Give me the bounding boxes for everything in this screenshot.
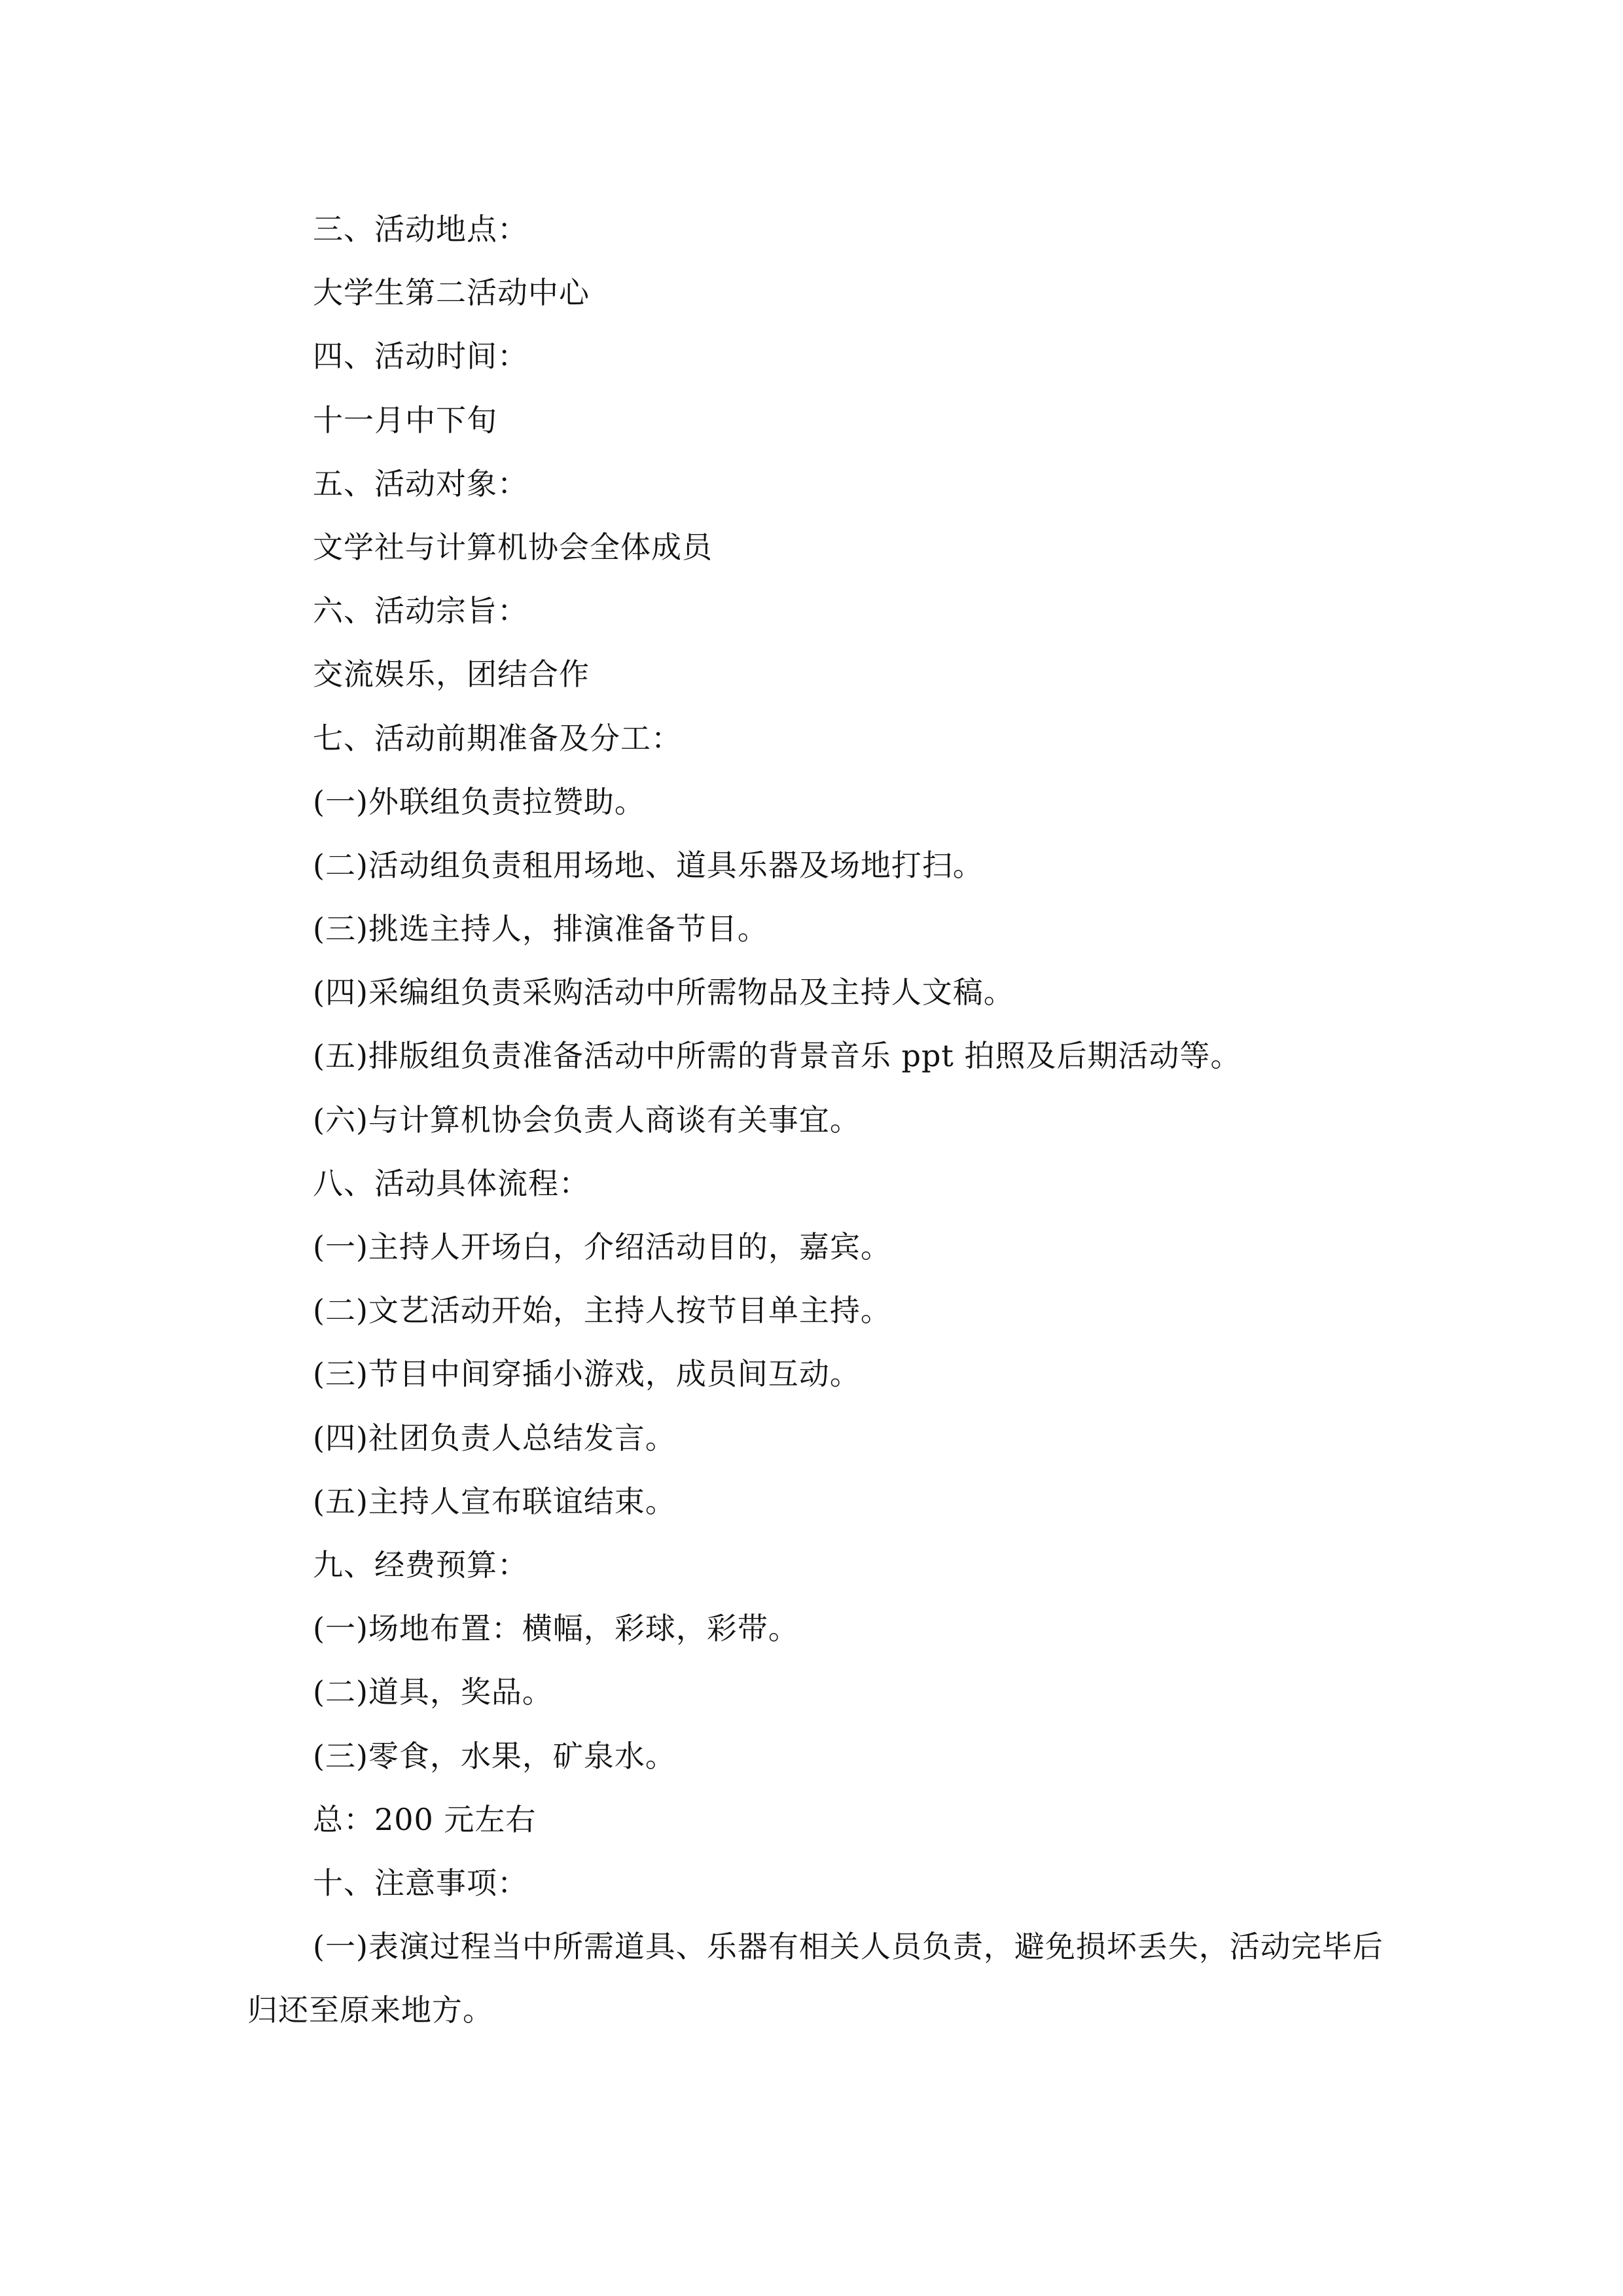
list-item: (二)活动组负责租用场地、道具乐器及场地打扫。 [313, 847, 984, 883]
time-text: 十一月中下旬 [313, 402, 497, 438]
document-body [247, 198, 1386, 2042]
list-item: (四)社团负责人总结发言。 [313, 1420, 676, 1456]
budget-total: 总：200 元左右 [313, 1801, 537, 1837]
section-heading-process: 八、活动具体流程： [313, 1165, 590, 1201]
list-item: (一)外联组负责拉赞助。 [313, 783, 645, 819]
section-heading-audience: 五、活动对象： [313, 465, 528, 501]
list-item: (四)采编组负责采购活动中所需物品及主持人文稿。 [313, 975, 1014, 1011]
list-item: (三)零食，水果，矿泉水。 [313, 1738, 676, 1774]
section-heading-budget: 九、经费预算： [313, 1547, 528, 1583]
list-item: (五)主持人宣布联谊结束。 [313, 1483, 676, 1519]
list-item: (三)挑选主持人，排演准备节目。 [313, 911, 768, 947]
list-item: (一)主持人开场白，介绍活动目的，嘉宾。 [313, 1229, 891, 1265]
list-item: (一)场地布置：横幅，彩球，彩带。 [313, 1611, 799, 1647]
notes-paragraph: (一)表演过程当中所需道具、乐器有相关人员负责，避免损坏丢失，活动完毕后归还至原来地方。 [247, 1929, 1383, 2028]
section-heading-preparation: 七、活动前期准备及分工： [313, 720, 682, 756]
list-item: (六)与计算机协会负责人商谈有关事宜。 [313, 1102, 861, 1138]
section-heading-time: 四、活动时间： [313, 338, 528, 374]
purpose-text: 交流娱乐，团结合作 [313, 656, 590, 692]
location-text: 大学生第二活动中心 [313, 275, 590, 311]
audience-text: 文学社与计算机协会全体成员 [313, 529, 713, 565]
list-item: (二)文艺活动开始，主持人按节目单主持。 [313, 1293, 891, 1329]
list-item: (三)节目中间穿插小游戏，成员间互动。 [313, 1356, 861, 1392]
section-heading-location: 三、活动地点： [313, 211, 528, 247]
section-heading-notes: 十、注意事项： [313, 1865, 528, 1901]
list-item: (五)排版组负责准备活动中所需的背景音乐 ppt 拍照及后期活动等。 [313, 1038, 1241, 1074]
section-heading-purpose: 六、活动宗旨： [313, 593, 528, 629]
list-item: (二)道具，奖品。 [313, 1674, 553, 1710]
